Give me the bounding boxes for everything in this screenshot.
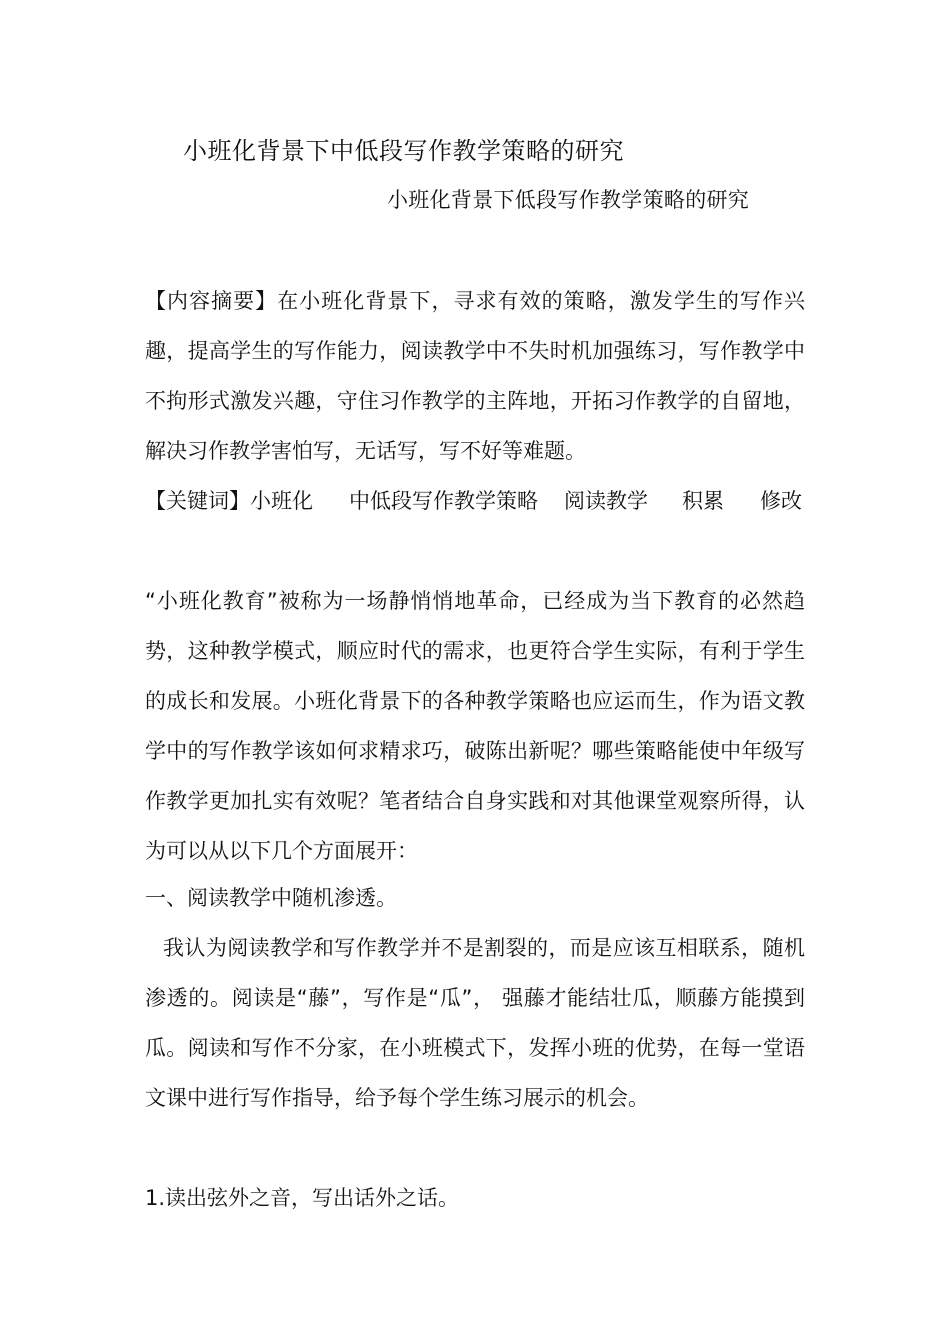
keyword-item: 修改 xyxy=(760,489,802,513)
section-heading: 一、阅读教学中随机渗透。 xyxy=(145,886,397,910)
abstract-paragraph: 【内容摘要】在小班化背景下，寻求有效的策略，激发学生的写作兴趣，提高学生的写作能力，阅读教学中不失时机加强练习，写作教学中不拘形式激发兴趣，守住习作教学的主阵地，开拓习作教学的自留地，解决习作教学害怕写，无话写，写不好等难题。 xyxy=(145,289,805,463)
section-paragraph: 我认为阅读教学和写作教学并不是割裂的，而是应该互相联系，随机渗透的。阅读是“藤”，写作是“瓜”， 强藤才能结壮瓜，顺藤方能摸到瓜。阅读和写作不分家，在小班模式下，发挥小班的优势，在每一堂语文课中进行写作指导，给予每个学生练习展示的机会。 xyxy=(145,936,805,1110)
document-subtitle: 小班化背景下低段写作教学策略的研究 xyxy=(387,188,750,212)
keyword-item: 阅读教学 xyxy=(564,489,648,513)
keywords-paragraph xyxy=(145,476,805,526)
subsection-heading: 1.读出弦外之音，写出话外之话。 xyxy=(145,1186,460,1210)
keyword-item: 小班化 xyxy=(250,489,313,513)
intro-paragraph: “小班化教育”被称为一场静悄悄地革命，已经成为当下教育的必然趋势，这种教学模式，顺应时代的需求，也更符合学生实际，有利于学生的成长和发展。小班化背景下的各种教学策略也应运而生，作为语文教学中的写作教学该如何求精求巧，破陈出新呢？哪些策略能使中年级写作教学更加扎实有效呢？笔者结合自身实践和对其他课堂观察所得，认为可以从以下几个方面展开： xyxy=(145,589,805,863)
keyword-item: 中低段写作教学策略 xyxy=(349,489,538,513)
document-title: 小班化背景下中低段写作教学策略的研究 xyxy=(183,137,624,165)
keyword-item: 积累 xyxy=(682,489,724,513)
keywords-label: 【关键词】 xyxy=(145,489,250,513)
